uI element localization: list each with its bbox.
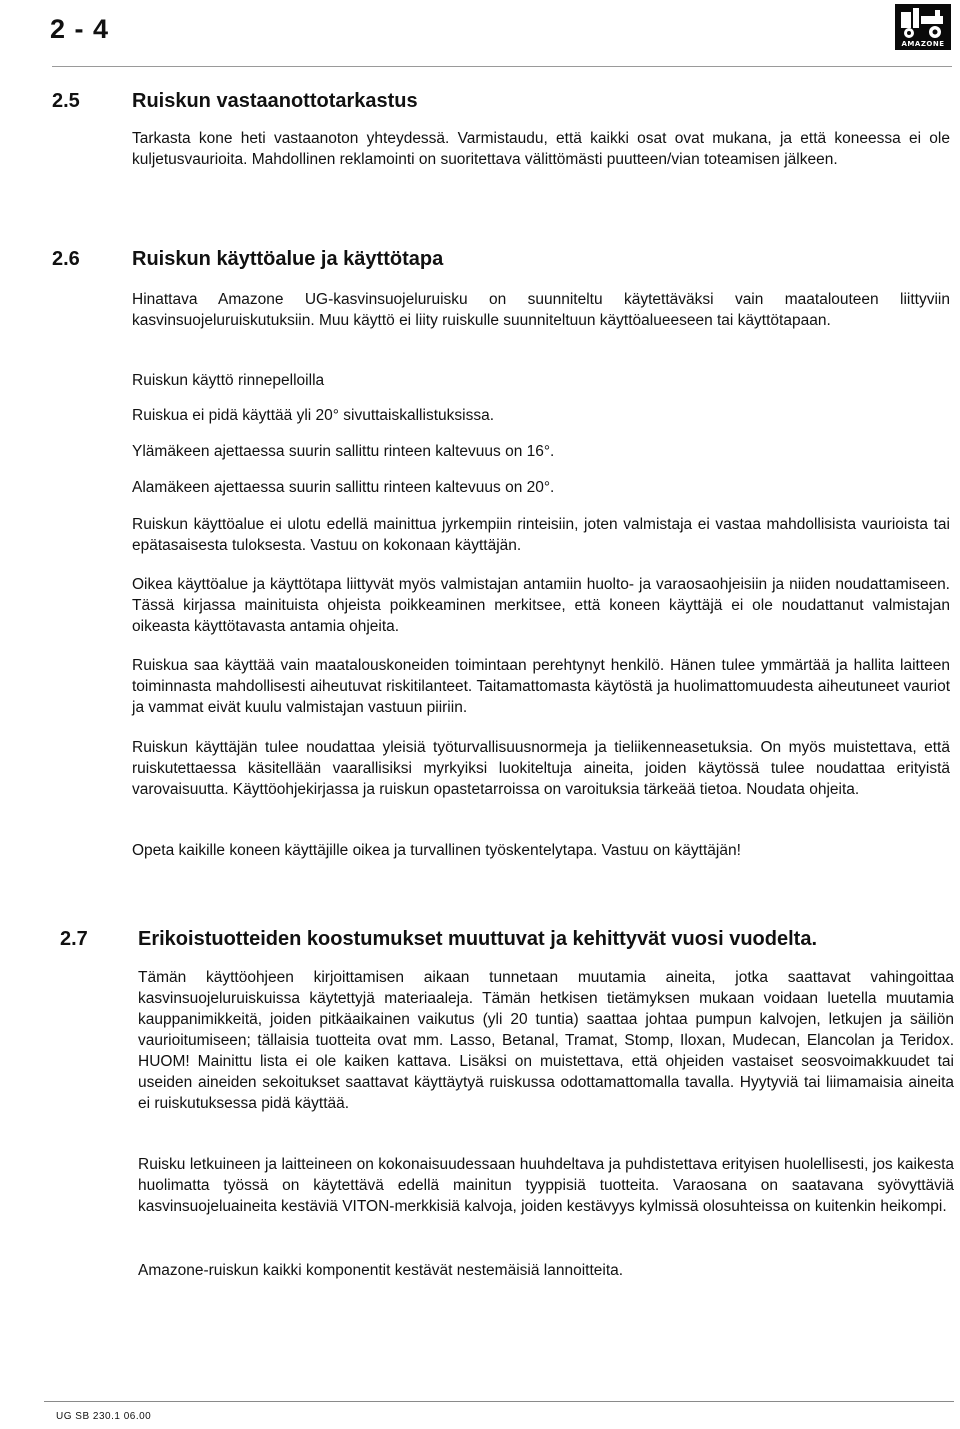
paragraph: Ruiskun käyttäjän tulee noudattaa yleisiä työturvallisuusnormeja ja tieliikenneasetuksia. On myös muistettava, että ruiskutettaessa käsitellään vaarallisiksi myrkyiksi luokiteltuja aineita, joiden käytössä tulee noudattaa erityistä varovaisuutta. Käyttöohjekirjassa ja ruiskun opastetarroissa on varoituksia tärkeää tietoa. Noudata ohjeita. [132,739,950,798]
paragraph: Alamäkeen ajettaessa suurin sallittu rinteen kaltevuus on 20°. [132,479,555,496]
logo-wordmark: AMAZONE [901,40,945,48]
footer-rule [44,1401,954,1402]
paragraph: Ylämäkeen ajettaessa suurin sallittu rinteen kaltevuus on 16°. [132,443,555,460]
section-title: Ruiskun käyttöalue ja käyttötapa [132,248,444,270]
paragraph: Ruiskua saa käyttää vain maatalouskoneiden toimintaan perehtynyt henkilö. Hänen tulee ymmärtää ja hallita laitteen toiminnasta mahdollisesti aiheutuvat riskitilanteet. Taitamattomasta käytöstä ja huolimattomuudesta aiheutuneet vauriot ja vammat eivät kuulu valmistajan vastuun piiriin. [132,657,950,716]
section-heading-2-5 [52,90,932,116]
paragraph: Amazone-ruiskun kaikki komponentit kestävät nestemäisiä lannoitteita. [138,1262,624,1279]
paragraph: Ruisku letkuineen ja laitteineen on kokonaisuudessaan huuhdeltava ja puhdistettava erityisen huolellisesti, jos kaikesta huolimatta työssä on käytettävä edellä mainitun tyyppisiä tuotteita. Varaosana on saatavana syövyttäviä kasvinsuojeluaineita kestäviä VITON-merkkisiä kalvoja, joiden kestävyys kylmissä olosuhteissa on kuitenkin heikompi. [138,1156,954,1215]
paragraph: Ruiskun käyttöalue ei ulotu edellä mainittua jyrkempiin rinteisiin, joten valmistaja ei vastaa mahdollisista vaurioista tai epätasaisesta tuloksesta. Vastuu on kokonaan käyttäjän. [132,516,950,554]
page-number: 2 - 4 [50,14,110,44]
paragraph: Ruiskua ei pidä käyttää yli 20° sivuttaiskallistuksissa. [132,407,494,424]
section-title: Erikoistuotteiden koostumukset muuttuvat ja kehittyvät vuosi vuodelta. [138,928,818,950]
amazone-logo [895,4,951,50]
footer-document-code: UG SB 230.1 06.00 [56,1411,152,1422]
paragraph: Tarkasta kone heti vastaanoton yhteydessä. Varmistaudu, että kaikki osat ovat mukana, ja että koneessa ei ole kuljetusvaurioita. Mahdollinen reklamointi on suoritettava välittömästi puutteen/vian toteamisen jälkeen. [132,130,950,168]
paragraph: Oikea käyttöalue ja käyttötapa liittyvät myös valmistajan antamiin huolto- ja varaosaohjeisiin ja niiden noudattamiseen. Tässä kirjassa mainituista ohjeista poikkeaminen merkitsee, että koneen käyttäjä ei ole noudattanut valmistajan oikeasta käyttötavasta antamia ohjeita. [132,576,950,635]
section-number: 2.7 [60,928,88,950]
paragraph: Opeta kaikille koneen käyttäjille oikea ja turvallinen työskentelytapa. Vastuu on käyttäjän! [132,842,741,859]
section-number: 2.5 [52,90,80,112]
section-heading-2-7 [60,928,950,954]
subheading-slopes: Ruiskun käyttö rinnepelloilla [132,372,325,389]
paragraph: Tämän käyttöohjeen kirjoittamisen aikaan tunnetaan muutamia aineita, jotka saattavat vahingoittaa kasvinsuojeluruiskuissa käytettyjä materiaaleja. Tämän hetkisen tietämyksen mukaan voidaan luetella muutamia kauppanimikkeitä, joiden pitkäaikainen vaikutus (yli 20 tuntia) saattaa johtaa pumpun kalvojen, letkujen ja säiliön vaurioitumiseen; tällaisia tuotteita ovat mm. Lasso, Betanal, Tramat, Stomp, Iloxan, Mudecan, Elancolan ja Teridox. HUOM! Mainittu lista ei ole kaiken kattava. Lisäksi on muistettava, että ohjeiden vastaiset seosvoimakkuudet tai useiden aineiden sekoitukset saattavat käyttäytyä ruiskussa odottamattomalla tavalla. Hyytyviä tai liimamaisia aineita ei ruiskutuksessa pidä käyttää. [138,969,954,1112]
header-rule [52,66,952,67]
tractor-icon [895,6,951,40]
paragraph: Hinattava Amazone UG-kasvinsuojeluruisku on suunniteltu käytettäväksi vain maatalouteen liittyviin kasvinsuojeluruiskutuksiin. Muu käyttö ei liity ruiskulle suunniteltuun käyttöalueeseen tai käyttötapaan. [132,291,950,329]
section-title: Ruiskun vastaanottotarkastus [132,90,418,112]
section-heading-2-6 [52,248,932,274]
section-number: 2.6 [52,248,80,270]
